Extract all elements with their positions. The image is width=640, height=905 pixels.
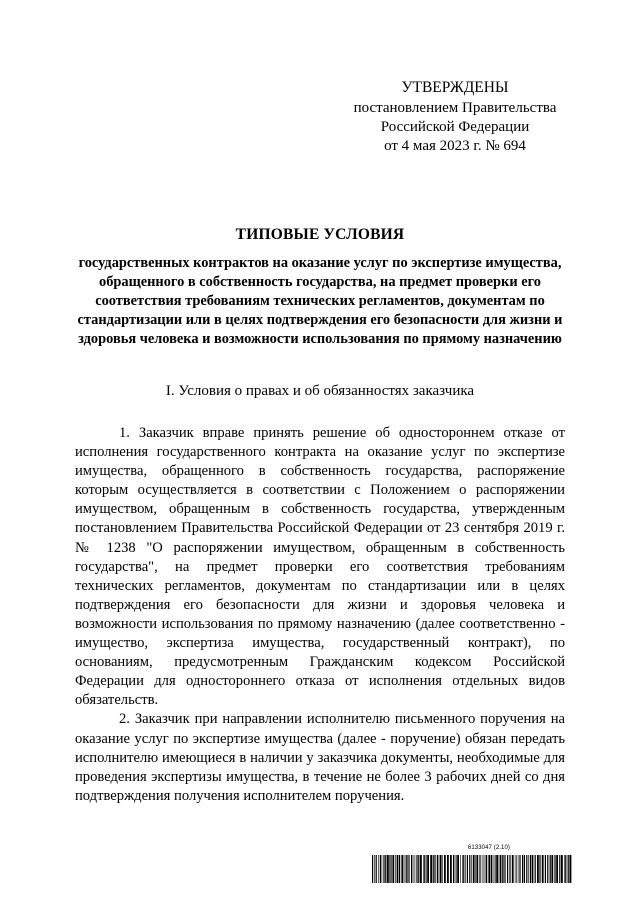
document-subtitle: государственных контрактов на оказание услуг по экспертизе имущества, обращенного в собственность государства, на предмет проверки его соответствия требованиям технических регламентов, документам по стандартизации или в целях подтверждения его безопасности для жизни и здоровья человека и возможности использования по прямому назначению bbox=[77, 255, 563, 347]
paragraph-2: 2. Заказчик при направлении исполнителю письменного поручения на оказание услуг по экспертизе имущества (далее - поручение) обязан передать исполнителю имеющиеся в наличии у заказчика документы, необходимые для проведения экспертизы имущества, в течение не более 3 рабочих дней со дня подтверждения получения исполнителем поручения. bbox=[75, 711, 565, 804]
barcode-block bbox=[372, 845, 572, 887]
document-body bbox=[75, 424, 565, 806]
barcode-number: 6133047 (2.10) bbox=[467, 845, 510, 851]
approval-line-1: постановлением Правительства bbox=[353, 100, 557, 116]
document-title: ТИПОВЫЕ УСЛОВИЯ bbox=[235, 226, 405, 243]
paragraph-1: 1. Заказчик вправе принять решение об одностороннем отказе от исполнения государственного контракта на оказание услуг по экспертизе имущества, обращенного в собственность государства, распоряжение которым осуществляется в соответствии с Положением о распоряжении имуществом, обращенным в собственность государства, утвержденным постановлением Правительства Российской Федерации от 23 сентября 2019 г. № 1238 "О распоряжении имуществом, обращенным в собственность государства", на предмет проверки его соответствия требованиям технических регламентов, документам по стандартизации или в целях подтверждения его безопасности для жизни и здоровья человека и возможности использования по прямому назначению (далее соответственно - имущество, экспертиза имущества, государственный контракт), по основаниям, предусмотренным Гражданским кодексом Российской Федерации для одностороннего отказа от исполнения отдельных видов обязательств. bbox=[75, 425, 565, 709]
section-heading: I. Условия о правах и об обязанностях заказчика bbox=[165, 383, 475, 399]
barcode-icon bbox=[372, 855, 572, 883]
approval-line-2: Российской Федерации bbox=[380, 119, 530, 135]
approval-block bbox=[340, 78, 570, 156]
approval-line-3: от 4 мая 2023 г. № 694 bbox=[384, 138, 526, 154]
approval-heading: УТВЕРЖДЕНЫ bbox=[401, 79, 509, 96]
